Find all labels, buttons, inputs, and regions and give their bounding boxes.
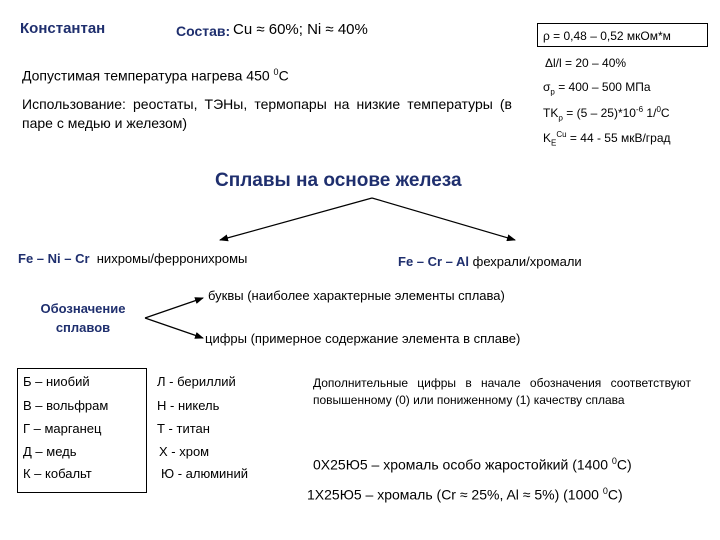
element-code: Л - бериллий xyxy=(157,374,236,389)
element-code: В – вольфрам xyxy=(23,398,109,413)
usage-text: Использование: реостаты, ТЭНы, термопары на низкие температуры (в паре с медью и железом) xyxy=(22,96,512,131)
property-resistivity: ρ = 0,48 – 0,52 мкОм*м xyxy=(543,29,671,43)
element-code: К – кобальт xyxy=(23,466,92,481)
property-thermo-emf: $K_E^{Cu} = 44 - 55$ мкВ/град xyxy=(543,130,671,148)
element-code: Т - титан xyxy=(157,421,210,436)
element-code: Н - никель xyxy=(157,398,220,413)
property-strength: $\sigma_р = 400 - 500$ МПа xyxy=(543,80,651,97)
property-tcr: $TK_\rho = (5 - 25)*10^{-6}$ 1/$^0$С xyxy=(543,105,670,123)
arrow-to-letters xyxy=(145,298,203,318)
element-code: Д – медь xyxy=(23,444,77,459)
element-code: Г – марганец xyxy=(23,421,102,436)
section-heading: Сплавы на основе железа xyxy=(215,170,462,191)
max-temperature: Допустимая температура нагрева 450 $^0$C xyxy=(22,67,289,84)
designation-label: Обозначение сплавов xyxy=(40,301,126,335)
arrow-to-fe-ni-cr xyxy=(220,198,372,240)
element-code: Б – ниобий xyxy=(23,374,90,389)
composition-label: Состав: xyxy=(176,23,231,39)
material-title: Константан xyxy=(20,20,106,37)
alloy-fe-ni-cr: Fe – Ni – Cr нихромы/ферронихромы xyxy=(18,251,248,266)
designation-letters: буквы (наиболее характерные элементы сплава) xyxy=(208,288,505,303)
example-designation: 0Х25Ю5 – хромаль особо жаростойкий (1400 $^0$С) xyxy=(313,456,632,473)
alloy-fe-cr-al: Fe – Cr – Al фехрали/хромали xyxy=(398,254,582,269)
composition-value: Cu ≈ 60%; Ni ≈ 40% xyxy=(233,21,368,38)
designation-digits: цифры (примерное содержание элемента в сплаве) xyxy=(205,331,521,346)
arrow-to-fe-cr-al xyxy=(372,198,515,240)
example-designation: 1Х25Ю5 – хромаль (Cr ≈ 25%, Al ≈ 5%) (1000 $^0$С) xyxy=(307,486,623,503)
element-code: Х - хром xyxy=(159,444,210,459)
property-elongation: Δl/l = 20 – 40% xyxy=(545,56,627,70)
arrow-to-digits xyxy=(145,318,203,338)
quality-note: Дополнительные цифры в начале обозначения соответствуют повышенному (0) или пониженному (1) качеству сплава xyxy=(313,376,691,407)
element-code: Ю - алюминий xyxy=(161,466,249,481)
